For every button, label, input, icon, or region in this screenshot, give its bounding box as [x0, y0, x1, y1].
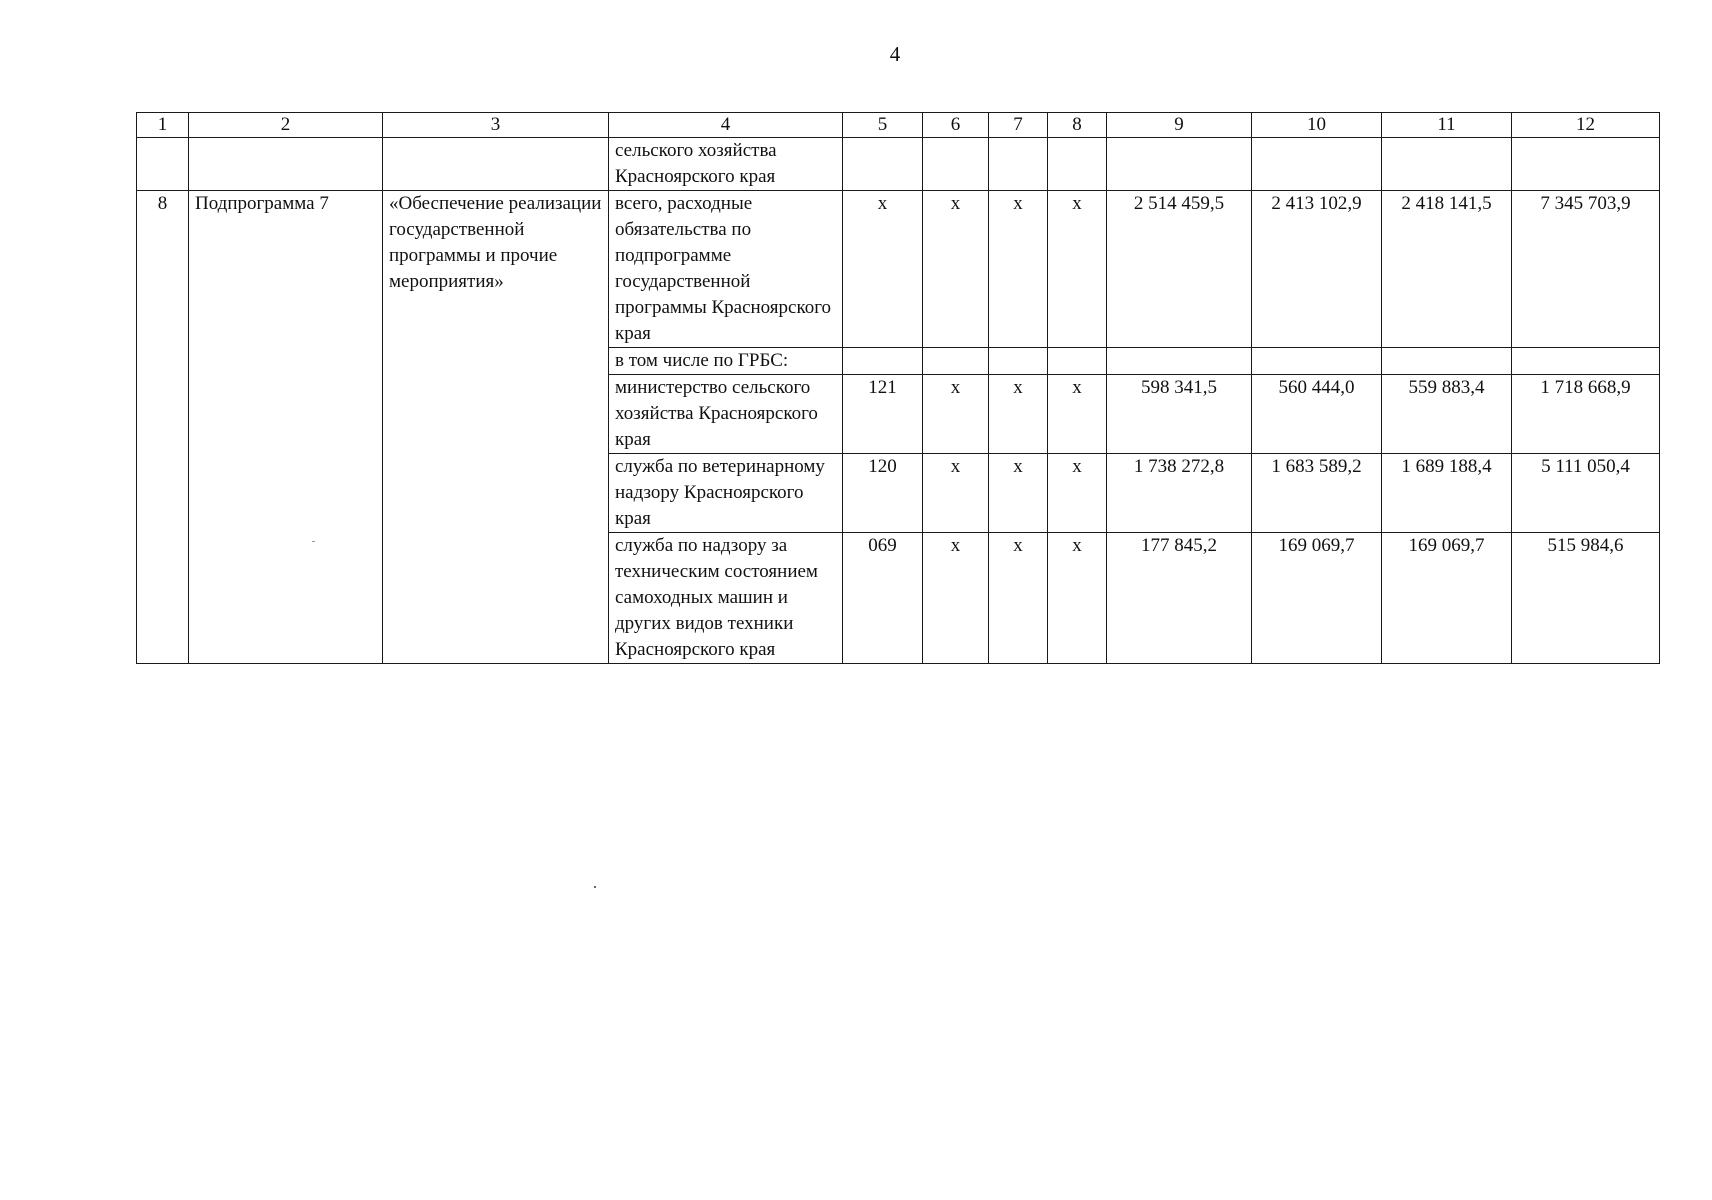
vr-code: х: [1048, 375, 1107, 454]
vr-code: х: [1048, 533, 1107, 664]
scan-speck: [594, 886, 596, 888]
column-header: 8: [1048, 113, 1107, 138]
row-label: всего, расходные обязательства по подпрограмме государственной программы Красноярского края: [609, 191, 843, 348]
row-label: служба по надзору за техническим состоянием самоходных машин и других видов техники Красноярского края: [609, 533, 843, 664]
vr-code: х: [1048, 191, 1107, 348]
row-label: сельского хозяйства Красноярского края: [609, 138, 843, 191]
rzpr-code: х: [923, 375, 989, 454]
column-header: 9: [1107, 113, 1252, 138]
grbs-subheader: в том числе по ГРБС:: [609, 348, 843, 375]
rzpr-code: х: [923, 191, 989, 348]
column-header: 7: [989, 113, 1048, 138]
row-label: служба по ветеринарному надзору Красноярского края: [609, 454, 843, 533]
grbs-code: х: [843, 191, 923, 348]
value-year-3: 169 069,7: [1382, 533, 1512, 664]
value-year-1: 2 514 459,5: [1107, 191, 1252, 348]
value-year-3: 2 418 141,5: [1382, 191, 1512, 348]
column-number-header-row: [137, 113, 1660, 138]
grbs-code: 120: [843, 454, 923, 533]
table-row-subprogram: [137, 191, 1660, 348]
column-header: 5: [843, 113, 923, 138]
csr-code: х: [989, 454, 1048, 533]
value-total: 515 984,6: [1512, 533, 1660, 664]
value-year-1: 177 845,2: [1107, 533, 1252, 664]
column-header: 10: [1252, 113, 1382, 138]
value-year-3: 1 689 188,4: [1382, 454, 1512, 533]
subprogram-status: Подпрограмма 7: [189, 191, 383, 664]
value-total: 5 111 050,4: [1512, 454, 1660, 533]
column-header: 1: [137, 113, 189, 138]
scan-speck: [312, 541, 315, 542]
csr-code: х: [989, 191, 1048, 348]
subprogram-name: «Обеспечение реализации государственной программы и прочие мероприятия»: [383, 191, 609, 664]
value-year-1: 1 738 272,8: [1107, 454, 1252, 533]
csr-code: х: [989, 533, 1048, 664]
value-year-2: 1 683 589,2: [1252, 454, 1382, 533]
csr-code: х: [989, 375, 1048, 454]
value-year-2: 2 413 102,9: [1252, 191, 1382, 348]
page-number: 4: [889, 42, 901, 66]
value-year-1: 598 341,5: [1107, 375, 1252, 454]
budget-table: [136, 112, 1660, 664]
column-header: 11: [1382, 113, 1512, 138]
column-header: 3: [383, 113, 609, 138]
grbs-code: 069: [843, 533, 923, 664]
value-total: 1 718 668,9: [1512, 375, 1660, 454]
row-number: 8: [137, 191, 189, 664]
value-year-2: 560 444,0: [1252, 375, 1382, 454]
grbs-code: 121: [843, 375, 923, 454]
value-year-2: 169 069,7: [1252, 533, 1382, 664]
column-header: 2: [189, 113, 383, 138]
column-header: 4: [609, 113, 843, 138]
vr-code: х: [1048, 454, 1107, 533]
value-year-3: 559 883,4: [1382, 375, 1512, 454]
column-header: 6: [923, 113, 989, 138]
row-label: министерство сельского хозяйства Красноярского края: [609, 375, 843, 454]
value-total: 7 345 703,9: [1512, 191, 1660, 348]
table-row-continued: [137, 138, 1660, 191]
rzpr-code: х: [923, 533, 989, 664]
rzpr-code: х: [923, 454, 989, 533]
column-header: 12: [1512, 113, 1660, 138]
